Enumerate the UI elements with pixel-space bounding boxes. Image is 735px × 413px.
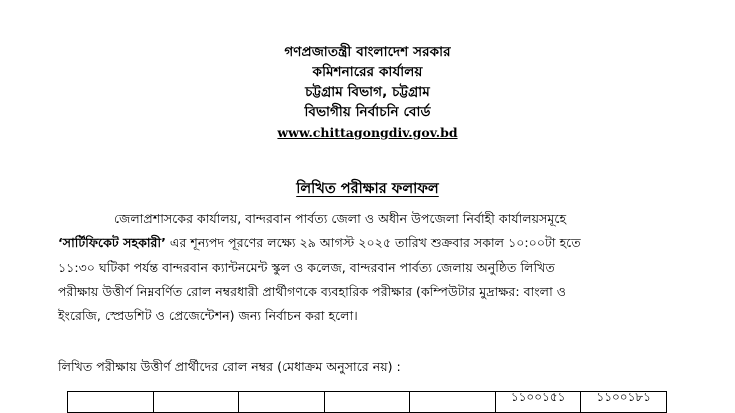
body-line-3: ১১:৩০ ঘটিকা পর্যন্ত বান্দরবান ক্যান্টনমেন্ট স্কুল ও কলেজ, বান্দরবান পার্বত্য জেলায় অনুষ্ঠিত লিখিত (58, 259, 555, 275)
division-name: চট্টগ্রাম বিভাগ, চট্টগ্রাম (305, 84, 430, 100)
body-line-4: পরীক্ষায় উত্তীর্ণ নিম্নবর্ণিত রোল নম্বরধারী প্রার্থীগণকে ব্যবহারিক পরীক্ষার (কম্পিউটার মুদ্রাক্ষর: বাংলা ও (58, 283, 566, 299)
body-line-5: ইংরেজি, স্প্রেডশিট ও প্রেজেন্টেশন) জন্য নির্বাচন করা হলো। (58, 308, 358, 324)
roll-cell: ১১০০১৮১ (581, 392, 667, 413)
notice-title-text: লিখিত পরীক্ষার ফলাফল (296, 181, 439, 197)
roll-cell (324, 392, 410, 413)
body-line-2-text: এর শূন্যপদ পূরণের লক্ষ্যে ২৯ আগস্ট ২০২৫ তারিখ শুক্রবার সকাল ১০:০০টা হতে (165, 235, 581, 251)
government-name: গণপ্রজাতন্ত্রী বাংলাদেশ সরকার (284, 44, 451, 60)
notice-title (0, 179, 735, 199)
roll-cell (68, 392, 154, 413)
board-name: বিভাগীয় নির্বাচনি বোর্ড (304, 104, 431, 120)
table-row (68, 392, 667, 413)
roll-cell: ১১০০১৫১ (495, 392, 581, 413)
roll-number-table (67, 391, 667, 413)
body-line-2 (58, 231, 680, 255)
letterhead (0, 42, 735, 142)
body-line-1-text: জেলাপ্রশাসকের কার্যালয়, বান্দরবান পার্বত্য জেলা ও অধীন উপজেলা নির্বাহী কার্যালয়সমূহে (114, 211, 567, 226)
website-link[interactable]: www.chittagongdiv.gov.bd (277, 125, 458, 140)
roll-cell (153, 392, 239, 413)
notice-body (58, 207, 680, 328)
body-line-1 (58, 207, 680, 231)
roll-cell (239, 392, 325, 413)
post-name: ‘সার্টিফিকেট সহকারী’ (58, 235, 166, 251)
roll-cell (410, 392, 496, 413)
table-caption: লিখিত পরীক্ষায় উত্তীর্ণ প্রার্থীদের রোল নম্বর (মেধাক্রম অনুসারে নয়) : (58, 359, 401, 374)
office-name: কমিশনারের কার্যালয় (312, 64, 423, 80)
